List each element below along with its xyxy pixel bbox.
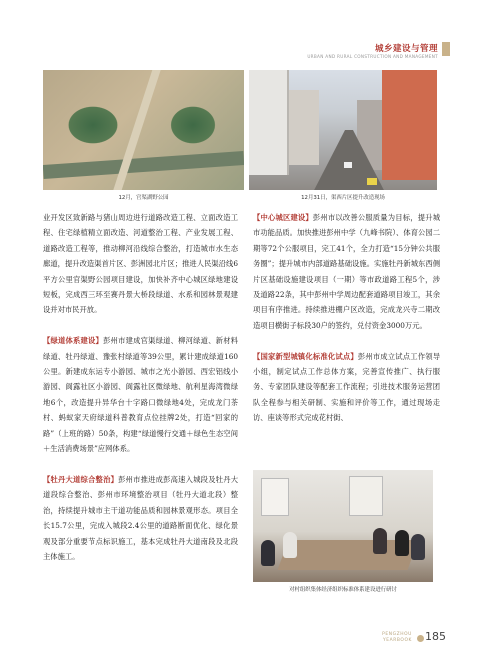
- meeting-photo: [253, 470, 433, 582]
- section-tag: 【国家新型城镇化标准化试点】: [253, 351, 358, 361]
- section-tag: 【绿道体系建设】: [43, 336, 104, 346]
- paragraph-text: 彭州市建成官渠绿道、柳河绿道、新材料绿道、牡丹绿道、豫张村绿道等39公里，累计建成绿道160公里。新建成东运专小游园、城市之光小游园、西宏铝线小游园、阆露社区小游园、阆露社区微绿地、航利星海湾微绿地6个，改造提升异华台十字路口微绿地4处，完成龙门茶村、蚂蚁家天府绿道科普教育点位挂牌2处，打造“回家的路”（上班的路）50条，构建“绿道慢行交通＋绿色生态空间＋生活消费场景”应网体系。: [43, 336, 239, 454]
- paragraph-text: 彭州市推进成彭高速入城段及牡丹大道段综合整治、彭州市环境整治项目（牡丹大道北段）整治，持续提升城市主干道功能品质和园林景观形态。项目全长15.7公里，完成入城段2.4公里的道路断面优化、绿化景观及部分重要节点标识施工，基本完成牡丹大道南段及北段主体施工。: [43, 474, 239, 561]
- paragraph: [253, 210, 440, 333]
- paragraph: [43, 210, 238, 318]
- photo-caption-right: 12月31日，渠西片区提升改造现场: [301, 195, 385, 201]
- paragraph-text: 业开发区致新路与猪山周边进行道路改造工程、立面改造工程、住宅绿植精立面改造、河道整治工程、产业发展工程、道路改造工程等，推动柳河沿线综合整治，打造城市水生态廊道，提升改造渠首片区、彭洲园北片区；推进人民渠沿线6平方公里官渠野公园项目建设，加快补齐中心城区绿地建设短板，完成西三环至赛丹景大桥段绿道、水系和园林景观建设并对市民开放。: [43, 213, 238, 315]
- photo-caption-left: 12月，官渠湖野公园: [118, 195, 169, 201]
- page-header: [0, 0, 480, 66]
- paragraph: [43, 472, 238, 564]
- yearbook-brand: [382, 632, 412, 643]
- brand-line: YEARBOOK: [382, 637, 412, 643]
- section-tag: 【中心城区建设】: [253, 213, 313, 222]
- photo-caption-bottom: 对村组织集体经济组织标准体系建设进行研讨: [289, 587, 397, 593]
- brand-line: PENGZHOU: [382, 632, 412, 637]
- page-footer: [0, 628, 480, 648]
- paragraph-text: 彭州市以改善公服质量为目标，提升城市功能品质。加快推进彭州中学（九峰书院）、体育公园二期等72个公服项目，完工41个，全力打造“15分钟公共服务圈”；提升城市内部道路基础设施。实施牡丹新城东西侧片区基础设施建设项目（一期）等市政道路工程5个，涉及道路22条，其中彭州中学周边配套道路项目竣工，其余项目有序推进。持续推进棚户区改造，完成龙兴寺二期改造项目横街子标段30户的签约，兑付资金3000万元。: [253, 213, 441, 330]
- page-number: 185: [425, 630, 446, 643]
- footer-dot-icon: [417, 635, 424, 642]
- street-renovation-photo: [249, 70, 437, 190]
- section-title: 城乡建设与管理: [374, 44, 438, 54]
- section-subtitle: URBAN AND RURAL CONSTRUCTION AND MANAGEMENT: [307, 54, 438, 59]
- section-tag: 【牡丹大道综合整治】: [43, 474, 119, 484]
- paragraph-text: 彭州市成立试点工作领导小组，制定试点工作总体方案，完善宣传推广、执行服务、专家团队建设等配套工作流程；引进技术服务运营团队全程参与相关研制、实施和评价等工作，通过现场走访、座谈等形式完成花村街、: [253, 351, 441, 423]
- paragraph: [43, 333, 238, 456]
- right-text-column: [253, 210, 440, 426]
- left-text-column: [43, 210, 238, 564]
- section-marker: [442, 42, 450, 56]
- park-aerial-photo: [43, 70, 244, 190]
- paragraph: [253, 349, 440, 426]
